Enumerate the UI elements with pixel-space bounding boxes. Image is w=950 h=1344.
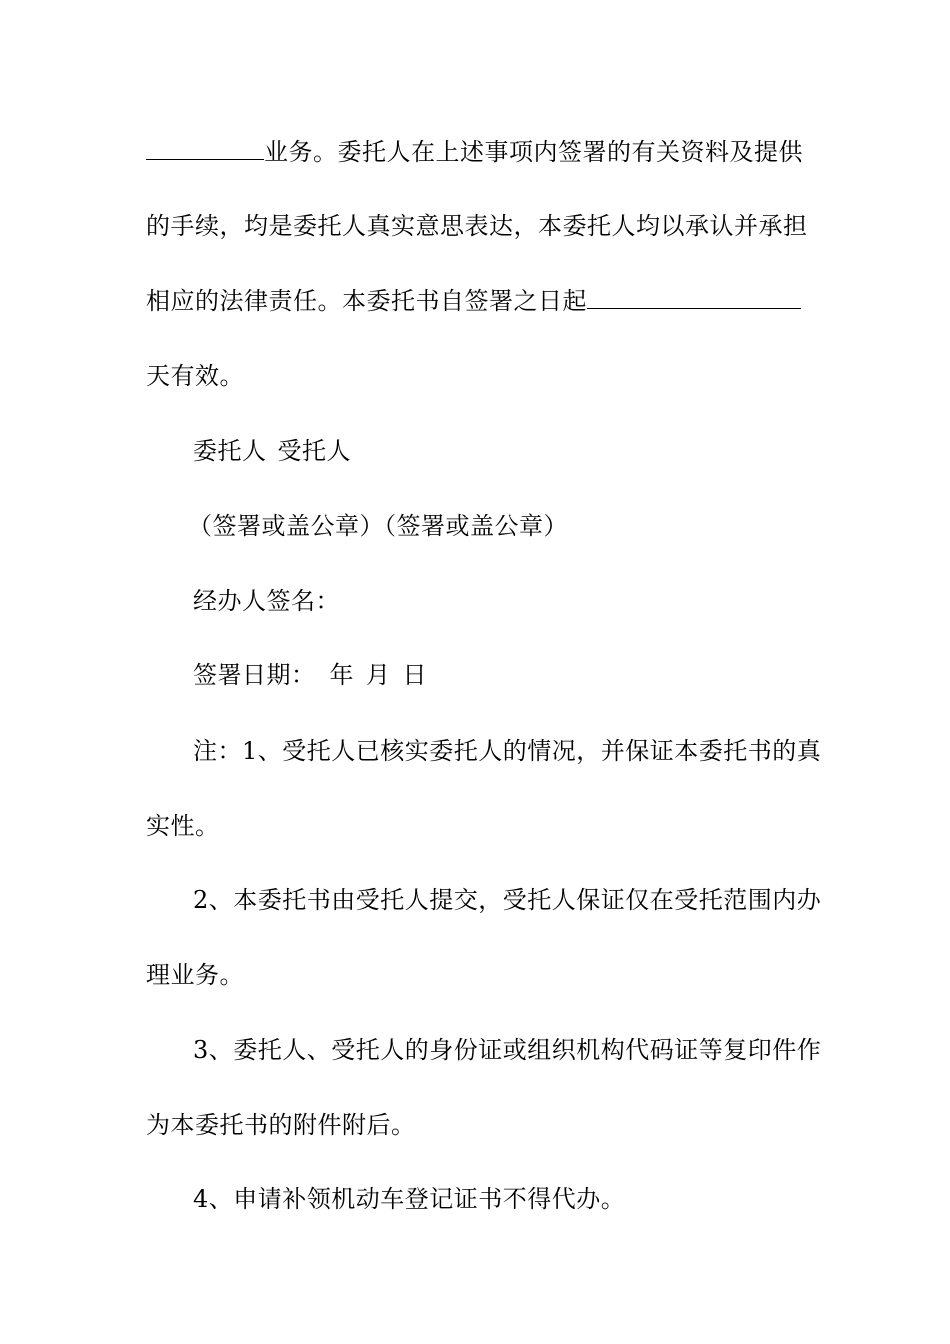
note-1-line-1: 注：1、受托人已核实委托人的情况，并保证本委托书的真 [193, 737, 822, 765]
agent-seal-note: （签署或盖公章） [384, 512, 568, 540]
note-4: 4、申请补领机动车登记证书不得代办。 [193, 1185, 626, 1213]
blank-business-field[interactable] [146, 137, 264, 160]
note-1-line-2: 实性。 [146, 812, 220, 840]
paragraph-line-4: 天有效。 [146, 362, 244, 390]
paragraph-line-3-text: 相应的法律责任。本委托书自签署之日起 [146, 287, 587, 315]
paragraph-line-3 [146, 286, 806, 316]
blank-valid-days-field[interactable] [587, 286, 801, 309]
signature-parties [193, 436, 806, 466]
sign-date-row [193, 660, 806, 690]
seal-row [188, 511, 808, 541]
note-3-line-1: 3、委托人、受托人的身份证或组织机构代码证等复印件作 [193, 1036, 822, 1064]
note-3-line-2: 为本委托书的附件附后。 [146, 1111, 416, 1139]
principal-seal-note: （签署或盖公章） [188, 512, 384, 540]
agent-label: 受托人 [277, 437, 351, 465]
principal-label: 委托人 [193, 437, 267, 465]
handler-signature-label: 经办人签名： [193, 587, 340, 615]
paragraph-line-2: 的手续，均是委托人真实意思表达，本委托人均以承认并承担 [146, 212, 808, 240]
sign-date-label: 签署日期： [193, 661, 316, 689]
year-label: 年 [329, 661, 354, 689]
note-2-line-1: 2、本委托书由受托人提交，受托人保证仅在受托范围内办 [193, 886, 822, 914]
note-2-line-2: 理业务。 [146, 961, 244, 989]
day-label: 日 [402, 661, 427, 689]
paragraph-line-1 [146, 137, 806, 167]
paragraph-line-1-text: 业务。委托人在上述事项内签署的有关资料及提供 [264, 138, 803, 166]
month-label: 月 [366, 661, 391, 689]
